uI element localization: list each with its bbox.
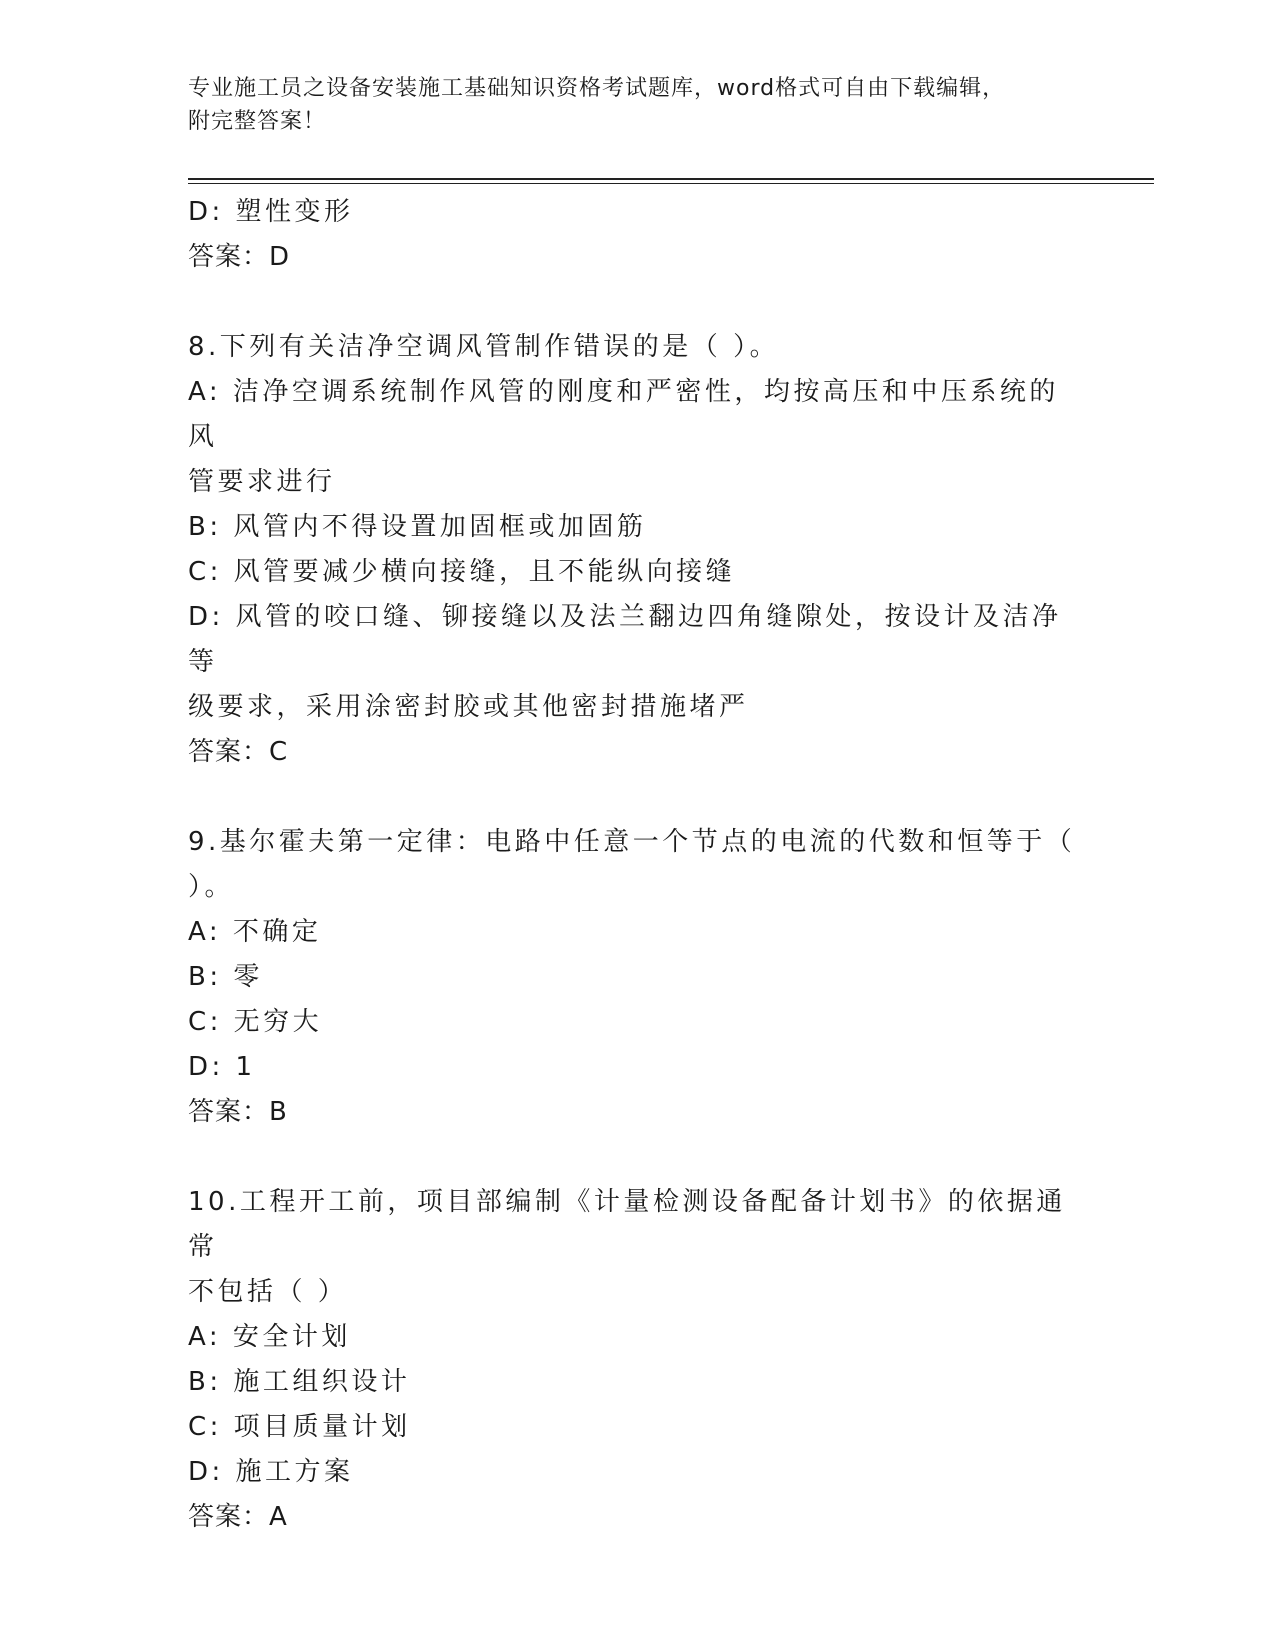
option-d-continued: 级要求，采用涂密封胶或其他密封措施堵严 — [188, 692, 749, 722]
option-a-continued: 管要求进行 — [188, 467, 336, 497]
option-c: C: 项目质量计划 — [188, 1412, 411, 1442]
question-7 — [188, 190, 1088, 280]
option-b: B: 施工组织设计 — [188, 1367, 411, 1397]
option-a: A: 不确定 — [188, 917, 322, 947]
option-d: D: 风管的咬口缝、铆接缝以及法兰翻边四角缝隙处，按设计及洁净等 — [188, 602, 1062, 677]
spacer — [188, 1135, 1088, 1180]
option-d: D: 施工方案 — [188, 1457, 354, 1487]
answer-line: 答案：C — [188, 737, 289, 767]
option-b: B: 零 — [188, 962, 263, 992]
answer-line: 答案：B — [188, 1097, 288, 1127]
spacer — [188, 280, 1088, 325]
answer-line: 答案：A — [188, 1502, 288, 1532]
question-8 — [188, 325, 1088, 775]
question-stem: 9.基尔霍夫第一定律：电路中任意一个节点的电流的代数和恒等于（ — [188, 827, 1076, 857]
option-d: D: 塑性变形 — [188, 197, 354, 227]
option-c: C: 无穷大 — [188, 1007, 323, 1037]
question-stem: 10.工程开工前，项目部编制《计量检测设备配备计划书》的依据通常 — [188, 1187, 1066, 1262]
question-stem: 8.下列有关洁净空调风管制作错误的是（ ）。 — [188, 332, 780, 362]
question-stem-continued: ）。 — [188, 872, 235, 902]
page-header — [188, 72, 1068, 138]
option-a: A: 安全计划 — [188, 1322, 351, 1352]
option-b: B: 风管内不得设置加固框或加固筋 — [188, 512, 647, 542]
option-d: D: 1 — [188, 1052, 256, 1082]
spacer — [188, 775, 1088, 820]
header-line-1: 专业施工员之设备安装施工基础知识资格考试题库，word格式可自由下载编辑， — [188, 76, 1006, 101]
question-content — [188, 190, 1088, 1540]
answer-line: 答案：D — [188, 242, 291, 272]
question-10 — [188, 1180, 1088, 1540]
header-divider-thin — [188, 183, 1154, 184]
option-c: C: 风管要减少横向接缝，且不能纵向接缝 — [188, 557, 736, 587]
question-9 — [188, 820, 1088, 1135]
header-divider-thick — [188, 178, 1154, 180]
option-a: A: 洁净空调系统制作风管的刚度和严密性，均按高压和中压系统的风 — [188, 377, 1059, 452]
header-line-2: 附完整答案！ — [188, 109, 327, 134]
question-stem-continued: 不包括（ ） — [188, 1277, 348, 1307]
